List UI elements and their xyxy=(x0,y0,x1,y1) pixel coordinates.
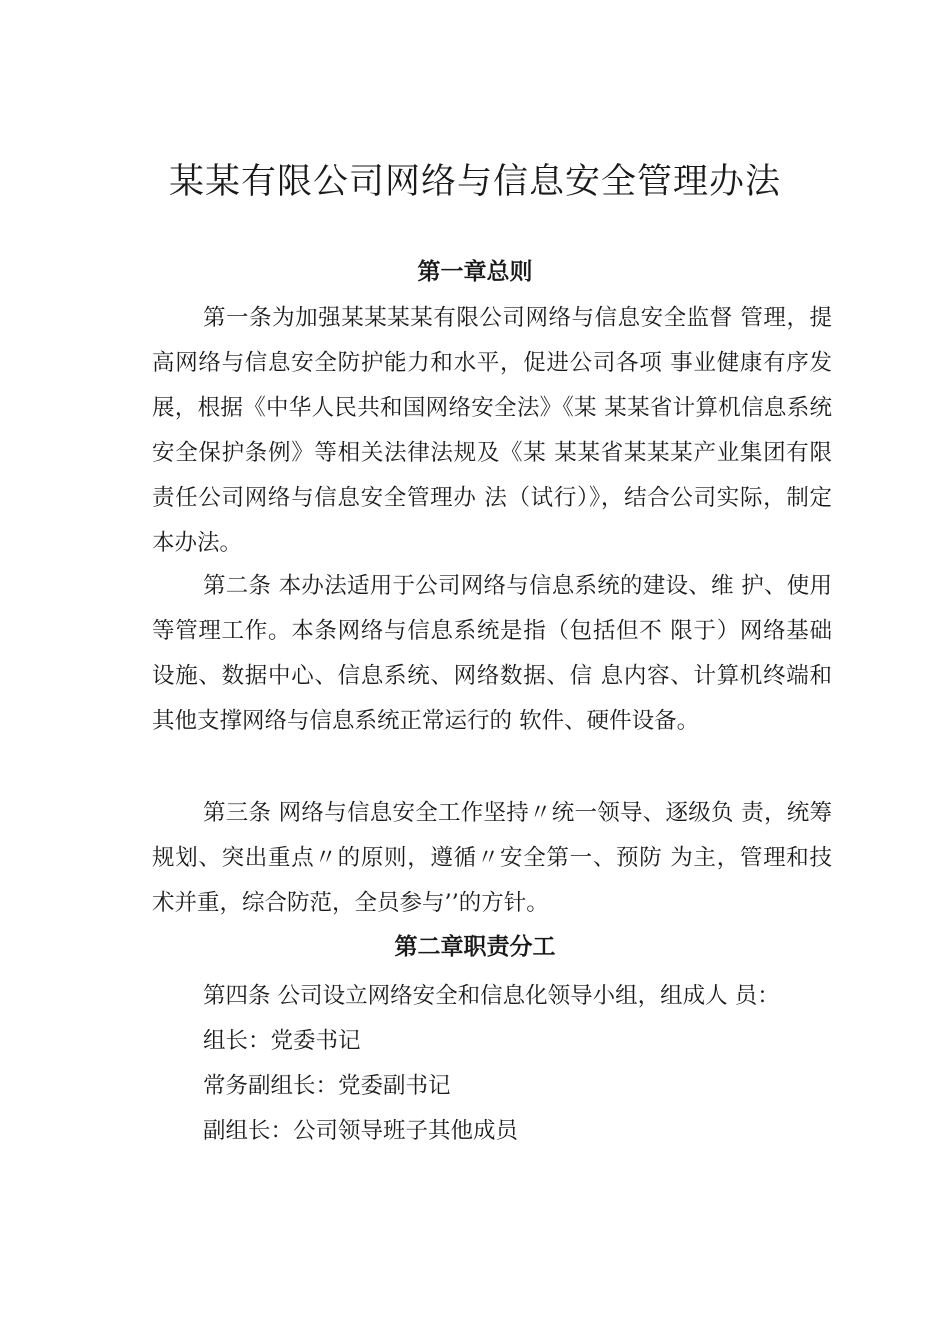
member-executive-deputy: 常务副组长：党委副书记 xyxy=(203,1073,451,1099)
article-4: 第四条 公司设立网络安全和信息化领导小组，组成人 员： xyxy=(203,983,780,1009)
article-2: 第二条 本办法适用于公司网络与信息系统的建设、维 护、使用等管理工作。本条网络与信息系统是指（包括但不 限于）网络基础设施、数据中心、信息系统、网络数据、信 息内容、计算机终端和其他支撑网络与信息系统正常运行的 软件、硬件设备。 xyxy=(152,573,832,734)
member-deputy: 副组长：公司领导班子其他成员 xyxy=(203,1118,519,1144)
member-leader: 组长：党委书记 xyxy=(203,1028,361,1054)
article-1: 第一条为加强某某某某有限公司网络与信息安全监督 管理，提高网络与信息安全防护能力和水平，促进公司各项 事业健康有序发展，根据《中华人民共和国网络安全法》《某 某某省计算机信息系统安全保护条例》等相关法律法规及《某 某某省某某某产业集团有限责任公司网络与信息安全管理办 法（试行）》，结合公司实际，制定本办法。 xyxy=(152,305,832,556)
chapter-2-heading: 第二章职责分工 xyxy=(394,934,556,960)
chapter-1-heading: 第一章总则 xyxy=(417,259,533,285)
document-title: 某某有限公司网络与信息安全管理办法 xyxy=(168,162,781,202)
article-3: 第三条 网络与信息安全工作坚持〃统一领导、逐级负 责，统筹规划、突出重点〃的原则，遵循〃安全第一、预防 为主，管理和技术并重，综合防范，全员参与’’的方针。 xyxy=(152,800,832,916)
